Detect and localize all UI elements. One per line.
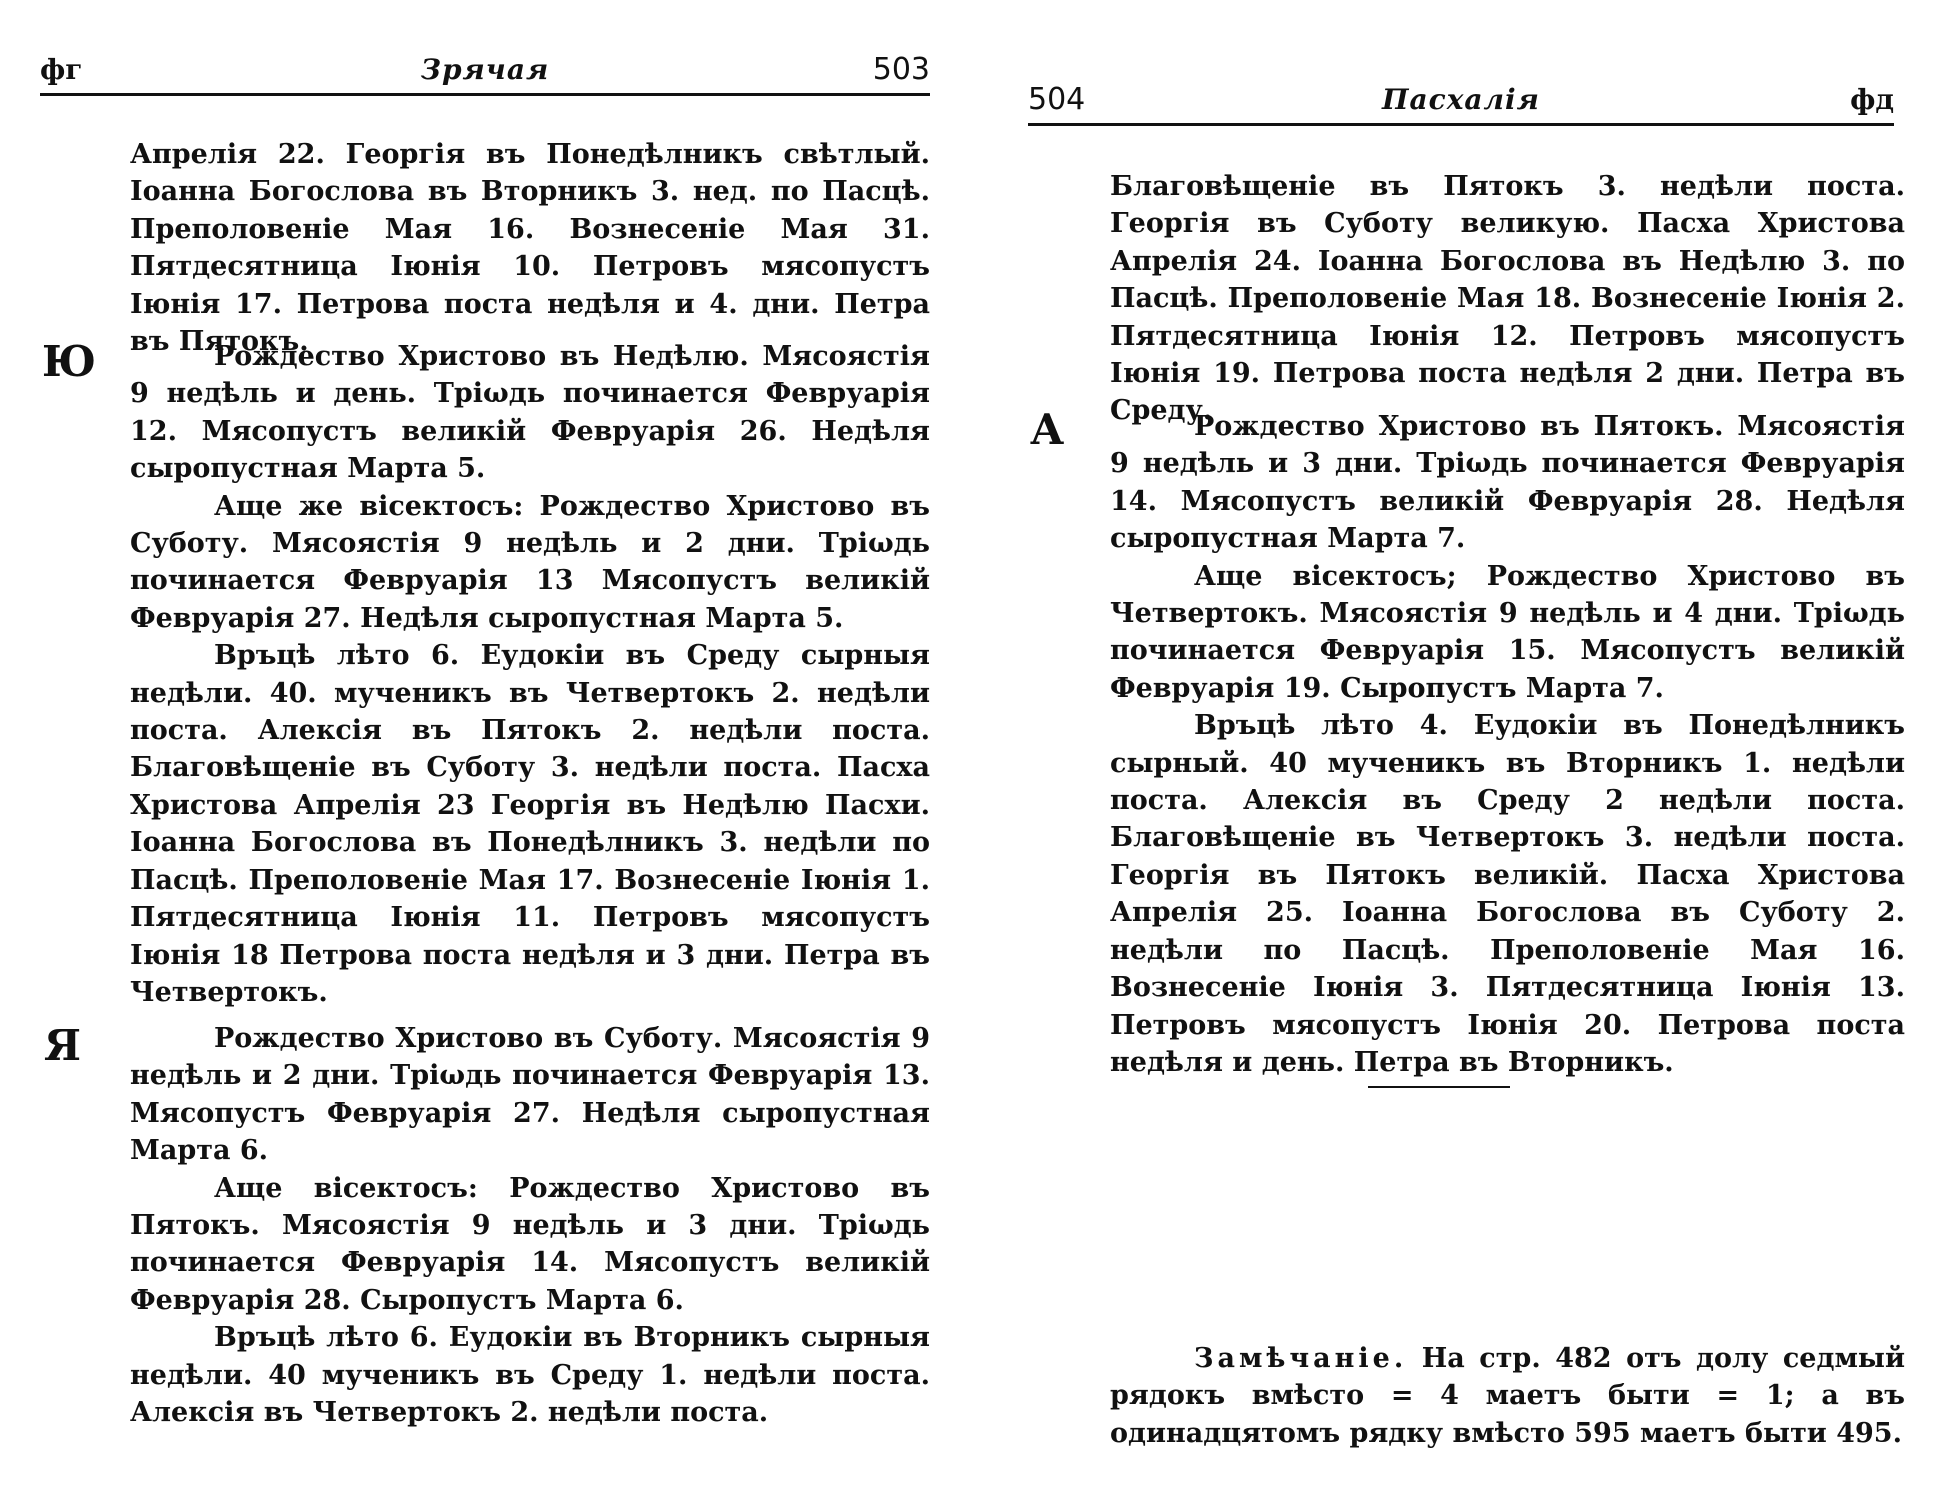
leaf-number: фд bbox=[1850, 83, 1894, 116]
right-page-header bbox=[1028, 70, 1894, 126]
note-paragraph bbox=[1110, 1340, 1905, 1452]
continued-paragraph-block bbox=[130, 136, 930, 360]
section-letter-ia: Я bbox=[44, 1021, 82, 1070]
paragraph: Аще вісектосъ: Рождество Христово въ Пятокъ. Мясоястія 9 недѣль и 3 дни. Тріωдь починается Февруарія 14. Мясопустъ великій Февруарія 28. Сыропустъ Марта 6. bbox=[130, 1172, 930, 1316]
leaf-number: фг bbox=[40, 53, 83, 86]
section-ia-body bbox=[130, 1020, 930, 1431]
section-yu-body bbox=[130, 338, 930, 1011]
section-a-body bbox=[1110, 408, 1905, 1081]
note-text: На стр. 482 отъ долу седмый рядокъ вмѣсто = 4 маетъ быти = 1; а въ одинадцятомъ рядку вмѣсто 595 маетъ быти 495. bbox=[1110, 1343, 1905, 1449]
continued-paragraph-block bbox=[1110, 168, 1905, 430]
left-page-header bbox=[40, 40, 930, 96]
paragraph: Връцѣ лѣто 4. Eудокіи въ Понедѣлникъ сырный. 40 мученикъ въ Вторникъ 1. недѣли поста. Алексія въ Среду 2 недѣли поста. Благовѣщеніе въ Четвертокъ 3. недѣли поста. Георгія въ Пятокъ великій. Пасха Христова Апрелія 25. Іоанна Богослова въ Суботу 2. недѣли по Пасцѣ. Преполовеніе Мая 16. Вознесеніе Іюнія 3. Пятдесятница Іюнія 13. Петровъ мясопустъ Іюнія 20. Петрова поста недѣля и день. Петра въ Вторникъ. bbox=[1110, 710, 1905, 1078]
errata-note bbox=[1110, 1340, 1905, 1452]
page-number: 504 bbox=[1028, 82, 1086, 117]
running-title: Пасхалія bbox=[1382, 83, 1540, 116]
paragraph: Рождество Христово въ Суботу. Мясоястія 9 недѣль и 2 дни. Тріωдь починается Февруарія 13. Мясопустъ Февруарія 27. Недѣля сыропустная Марта 6. bbox=[130, 1023, 930, 1167]
section-letter-yu: Ю bbox=[42, 337, 97, 386]
section-divider bbox=[1368, 1086, 1510, 1088]
paragraph: Аще же вісектосъ: Рождество Христово въ Суботу. Мясоястія 9 недѣль и 2 дни. Тріωдь починается Февруарія 13 Мясопустъ великій Февруарія 27. Недѣля сыропустная Марта 5. bbox=[130, 490, 930, 634]
page-number: 503 bbox=[872, 52, 930, 87]
continued-paragraph: Апрелія 22. Георгія въ Понедѣлникъ свѣтлый. Іоанна Богослова въ Вторникъ 3. нед. по Пасцѣ. Преполовеніе Мая 16. Вознесеніе Мая 31. Пятдесятница Іюнія 10. Петровъ мясопустъ Іюнія 17. Петрова поста недѣля и 4. дни. Петра въ Пятокъ. bbox=[130, 139, 930, 358]
paragraph: Връцѣ лѣто 6. Eудокіи въ Среду сырныя недѣли. 40. мученикъ въ Четвертокъ 2. недѣли поста. Алексія въ Пятокъ 2. недѣли поста. Благовѣщеніе въ Суботу 3. недѣли поста. Пасха Христова Апрелія 23 Георгія въ Недѣлю Пасхи. Іоанна Богослова въ Понедѣлникъ 3. недѣли по Пасцѣ. Преполовеніе Мая 17. Вознесеніе Іюнія 1. Пятдесятница Іюнія 11. Петровъ мясопустъ Іюнія 18 Петрова поста недѣля и 3 дни. Петра въ Четвертокъ. bbox=[130, 640, 930, 1008]
note-lead: Замѣчаніе. bbox=[1194, 1343, 1408, 1374]
right-page bbox=[990, 0, 1942, 1500]
running-title: Зрячая bbox=[420, 53, 550, 86]
paragraph: Връцѣ лѣто 6. Eудокіи въ Вторникъ сырныя недѣли. 40 мученикъ въ Среду 1. недѣли поста. Алексія въ Четвертокъ 2. недѣли поста. bbox=[130, 1322, 930, 1429]
continued-paragraph: Благовѣщеніе въ Пятокъ 3. недѣли поста. Георгія въ Суботу великую. Пасха Христова Апрелія 24. Іоанна Богослова въ Недѣлю 3. по Пасцѣ. Преполовеніе Мая 18. Вознесеніе Іюнія 2. Пятдесятница Іюнія 12. Петровъ мясопустъ Іюнія 19. Петрова поста недѣля 2 дни. Петра въ Среду. bbox=[1110, 171, 1905, 427]
paragraph: Аще вісектосъ; Рождество Христово въ Четвертокъ. Мясоястія 9 недѣль и 4 дни. Тріωдь починается Февруарія 15. Мясопустъ великій Февруарія 19. Сыропустъ Марта 7. bbox=[1110, 560, 1905, 704]
paragraph: Рождество Христово въ Недѣлю. Мясоястія 9 недѣль и день. Тріωдь починается Февруарія 12. Мясопустъ великій Февруарія 26. Недѣля сыропустная Марта 5. bbox=[130, 341, 930, 485]
paragraph: Рождество Христово въ Пятокъ. Мясоястія 9 недѣль и 3 дни. Тріωдь починается Февруарія 14. Мясопустъ великій Февруарія 28. Недѣля сыропустная Марта 7. bbox=[1110, 411, 1905, 555]
section-letter-a: А bbox=[1030, 405, 1065, 454]
